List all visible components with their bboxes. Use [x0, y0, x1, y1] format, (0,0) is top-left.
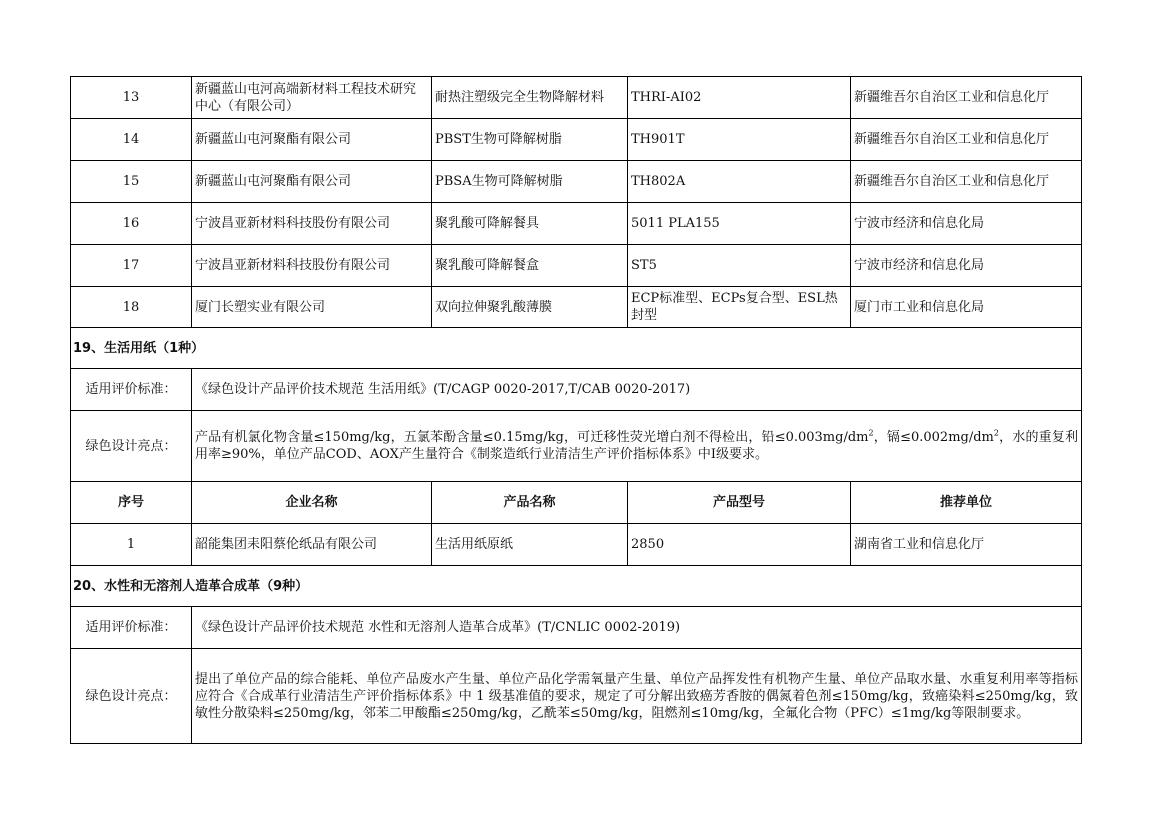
standard-text: 《绿色设计产品评价技术规范 生活用纸》(T/CAGP 0020-2017,T/CAB 0020-2017): [192, 369, 1082, 411]
recommender: 新疆维吾尔自治区工业和信息化厅: [851, 119, 1082, 161]
highlight-text-part: ，镉≤0.002mg/dm: [873, 430, 994, 445]
company-name: 厦门长塑实业有限公司: [192, 287, 432, 328]
product-model: THRI-AI02: [628, 77, 851, 119]
product-name: 聚乳酸可降解餐盒: [432, 245, 628, 287]
highlight-text-part: 产品有机氯化物含量≤150mg/kg，五氯苯酚含量≤0.15mg/kg，可迁移性荧光增白剂不得检出，铅≤0.003mg/dm: [195, 430, 869, 445]
recommender: 宁波市经济和信息化局: [851, 245, 1082, 287]
table-row: [71, 77, 1082, 119]
header-model: 产品型号: [628, 482, 851, 524]
company-name: 新疆蓝山屯河高端新材料工程技术研究中心（有限公司）: [192, 77, 432, 119]
product-model: ST5: [628, 245, 851, 287]
table-row: [71, 287, 1082, 328]
row-number: 14: [71, 119, 192, 161]
highlight-label: 绿色设计亮点：: [71, 649, 192, 744]
product-name: 耐热注塑级完全生物降解材料: [432, 77, 628, 119]
header-no: 序号: [71, 482, 192, 524]
company-name: 宁波昌亚新材料科技股份有限公司: [192, 245, 432, 287]
superscript: 2: [993, 428, 999, 438]
highlight-text: [192, 411, 1082, 482]
highlight-text: 提出了单位产品的综合能耗、单位产品废水产生量、单位产品化学需氧量产生量、单位产品挥发性有机物产生量、单位产品取水量、水重复利用率等指标应符合《合成革行业清洁生产评价指标体系》中 1 级基准值的要求，规定了可分解出致癌芳香胺的偶氮着色剂≤150mg/kg，致癌染料≤250mg/kg，致敏性分散染料≤250mg/kg，邻苯二甲酸酯≤250mg/kg，乙酰苯≤50mg/kg，阻燃剂≤10mg/kg，全氟化合物（PFC）≤1mg/kg等限制要求。: [192, 649, 1082, 744]
product-name: PBSA生物可降解树脂: [432, 161, 628, 203]
row-number: 1: [71, 524, 192, 566]
header-recommender: 推荐单位: [851, 482, 1082, 524]
product-model: ECP标准型、ECPs复合型、ESL热封型: [628, 287, 851, 328]
company-name: 新疆蓝山屯河聚酯有限公司: [192, 119, 432, 161]
highlight-label: 绿色设计亮点：: [71, 411, 192, 482]
recommender: 宁波市经济和信息化局: [851, 203, 1082, 245]
table-row: [71, 245, 1082, 287]
highlight-text-part: ，水的重复利用率≥90%，单位产品COD、AOX产生量符合《制浆造纸行业清洁生产评价指标体系》中I级要求。: [195, 430, 1078, 462]
highlight-row: [71, 411, 1082, 482]
section-title: 20、水性和无溶剂人造革合成革（9种）: [71, 566, 1082, 607]
header-product: 产品名称: [432, 482, 628, 524]
table-row: [71, 524, 1082, 566]
standard-row: [71, 369, 1082, 411]
table-row: [71, 161, 1082, 203]
row-number: 15: [71, 161, 192, 203]
section-header-row: [71, 328, 1082, 369]
product-name: 双向拉伸聚乳酸薄膜: [432, 287, 628, 328]
product-name: 聚乳酸可降解餐具: [432, 203, 628, 245]
recommender: 湖南省工业和信息化厅: [851, 524, 1082, 566]
recommender: 厦门市工业和信息化局: [851, 287, 1082, 328]
product-name: PBST生物可降解树脂: [432, 119, 628, 161]
company-name: 韶能集团耒阳蔡伦纸品有限公司: [192, 524, 432, 566]
section-title: 19、生活用纸（1种）: [71, 328, 1082, 369]
superscript: 2: [868, 428, 874, 438]
company-name: 新疆蓝山屯河聚酯有限公司: [192, 161, 432, 203]
product-model: 5011 PLA155: [628, 203, 851, 245]
table-row: [71, 119, 1082, 161]
section-header-row: [71, 566, 1082, 607]
standard-row: [71, 607, 1082, 649]
standard-text: 《绿色设计产品评价技术规范 水性和无溶剂人造革合成革》(T/CNLIC 0002-2019): [192, 607, 1082, 649]
row-number: 18: [71, 287, 192, 328]
standard-label: 适用评价标准：: [71, 369, 192, 411]
product-model: TH901T: [628, 119, 851, 161]
highlight-row: [71, 649, 1082, 744]
row-number: 17: [71, 245, 192, 287]
table-row: [71, 203, 1082, 245]
product-name: 生活用纸原纸: [432, 524, 628, 566]
recommender: 新疆维吾尔自治区工业和信息化厅: [851, 161, 1082, 203]
recommender: 新疆维吾尔自治区工业和信息化厅: [851, 77, 1082, 119]
product-model: 2850: [628, 524, 851, 566]
company-name: 宁波昌亚新材料科技股份有限公司: [192, 203, 432, 245]
column-header-row: [71, 482, 1082, 524]
header-company: 企业名称: [192, 482, 432, 524]
product-list-table: [70, 76, 1082, 744]
row-number: 13: [71, 77, 192, 119]
product-model: TH802A: [628, 161, 851, 203]
standard-label: 适用评价标准：: [71, 607, 192, 649]
row-number: 16: [71, 203, 192, 245]
